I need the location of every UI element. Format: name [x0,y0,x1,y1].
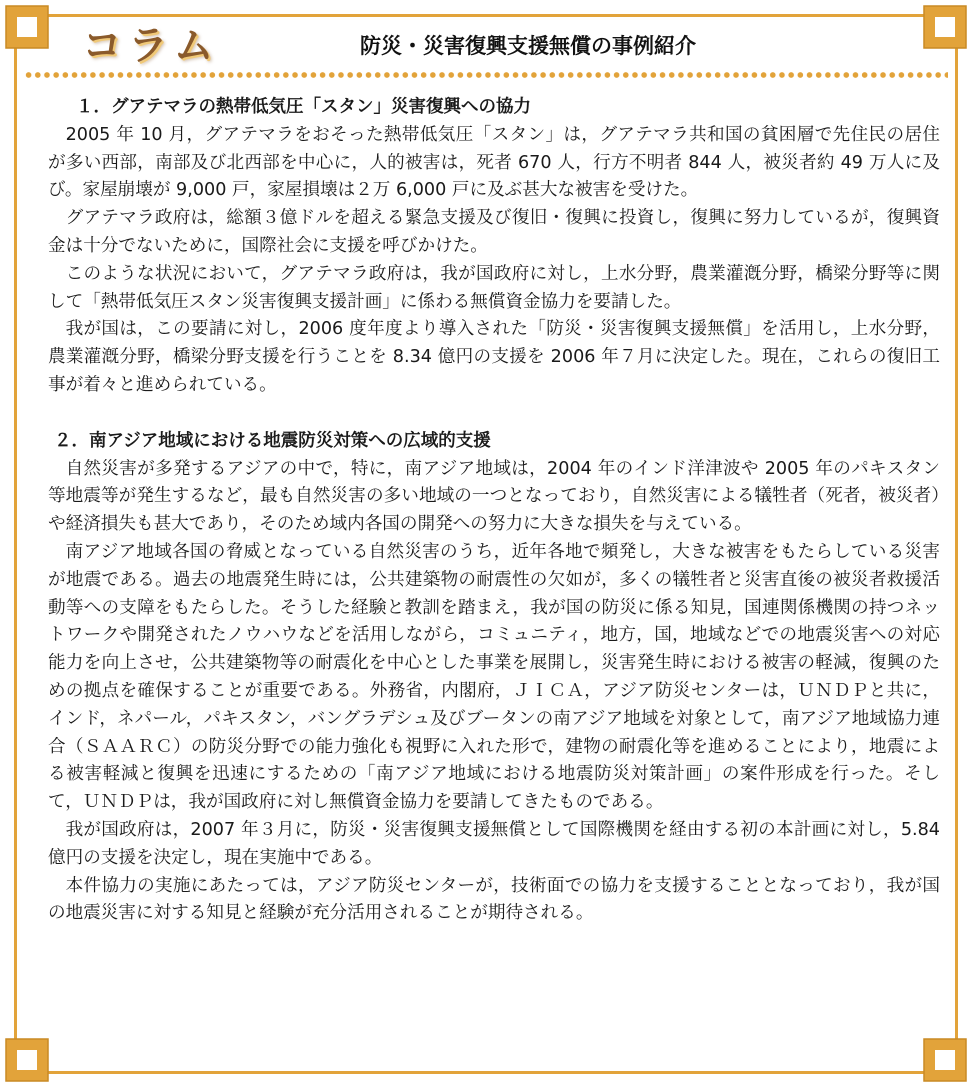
dotted-divider [24,71,948,79]
section-south-asia [48,428,940,928]
column-body [48,94,940,928]
section-gap [48,400,940,428]
column-label: コラム [82,22,220,69]
paragraph: 南アジア地域各国の脅威となっている自然災害のうち，近年各地で頻発し，大きな被害をもたらしている災害が地震である。過去の地震発生時には，公共建築物の耐震性の欠如が，多くの犠牲者と災害直後の被災者救援活動等への支障をもたらした。そうした経験と教訓を踏まえ，我が国の防災に係る知見，国連関係機関の持つネットワークや開発されたノウハウなどを活用しながら，コミュニティ，地方，国，地域などでの地震災害への対応能力を向上させ，公共建築物等の耐震化を中心とした事業を展開し，災害発生時における被害の軽減，復興のための拠点を確保することが重要である。外務省，内閣府，ＪＩＣＡ，アジア防災センターは，ＵＮＤＰと共に，インド，ネパール，パキスタン，バングラデシュ及びブータンの南アジア地域を対象として，南アジア地域協力連合（ＳＡＡＲＣ）の防災分野での能力強化も視野に入れた形で，建物の耐震化等を進めることにより，地震による被害軽減と復興を迅速にするための「南アジア地域における地震防災対策計画」の案件形成を行った。そして，ＵＮＤＰは，我が国政府に対し無償資金協力を要請してきたものである。 [48,541,940,813]
paragraph: グアテマラ政府は，総額３億ドルを超える緊急支援及び復旧・復興に投資し，復興に努力しているが，復興資金は十分でないために，国際社会に支援を呼びかけた。 [48,208,940,256]
paragraph: このような状況において，グアテマラ政府は，我が国政府に対し，上水分野，農業灌漑分野，橋梁分野等に関して「熱帯低気圧スタン災害復興支援計画」に係わる無償資金協力を要請した。 [48,263,940,312]
paragraph: 我が国は，この要請に対し，2006 度年度より導入された「防災・災害復興支援無償」を活用し，上水分野，農業灌漑分野，橋梁分野支援を行うことを 8.34 億円の支援を 2006 年７月に決定した。現在，これらの復旧工事が着々と進められている。 [48,319,940,395]
paragraph: 2005 年 10 月，グアテマラをおそった熱帯低気圧「スタン」は，グアテマラ共和国の貧困層で先住民の居住が多い西部，南部及び北西部を中心に，人的被害は，死者 670 人，行方不明者 844 人，被災者約 49 万人に及び。家屋崩壊が 9,000 戸，家屋損壊は２万 6,000 戸に及ぶ甚大な被害を受けた。 [48,124,940,201]
paragraph: 我が国政府は，2007 年３月に，防災・災害復興支援無償として国際機関を経由する初の本計画に対し，5.84 億円の支援を決定し，現在実施中である。 [48,819,940,868]
corner-ornament-top-left [4,4,50,50]
section-guatemala [48,94,940,400]
frame-left-line [14,46,17,1041]
paragraph: 自然災害が多発するアジアの中で，特に，南アジア地域は，2004 年のインド洋津波や 2005 年のパキスタン等地震等が発生するなど，最も自然災害の多い地域の一つとなっており，自然災害による犠牲者（死者，被災者）や経済損失も甚大であり，そのため域内各国の開発への努力に大きな損失を与えている。 [48,458,940,535]
frame-bottom-line [46,1071,926,1074]
corner-ornament-top-right [922,4,968,50]
corner-ornament-bottom-right [922,1037,968,1083]
section-heading: １．グアテマラの熱帯低気圧「スタン」災害復興への協力 [76,97,531,117]
section-heading: ２．南アジア地域における地震防災対策への広域的支援 [54,430,491,451]
corner-ornament-bottom-left [4,1037,50,1083]
paragraph: 本件協力の実施にあたっては，アジア防災センターが，技術面での協力を支援することとなっており，我が国の地震災害に対する知見と経験が充分活用されることが期待される。 [48,875,940,924]
frame-right-line [955,46,958,1041]
column-title: 防災・災害復興支援無償の事例紹介 [360,34,696,58]
